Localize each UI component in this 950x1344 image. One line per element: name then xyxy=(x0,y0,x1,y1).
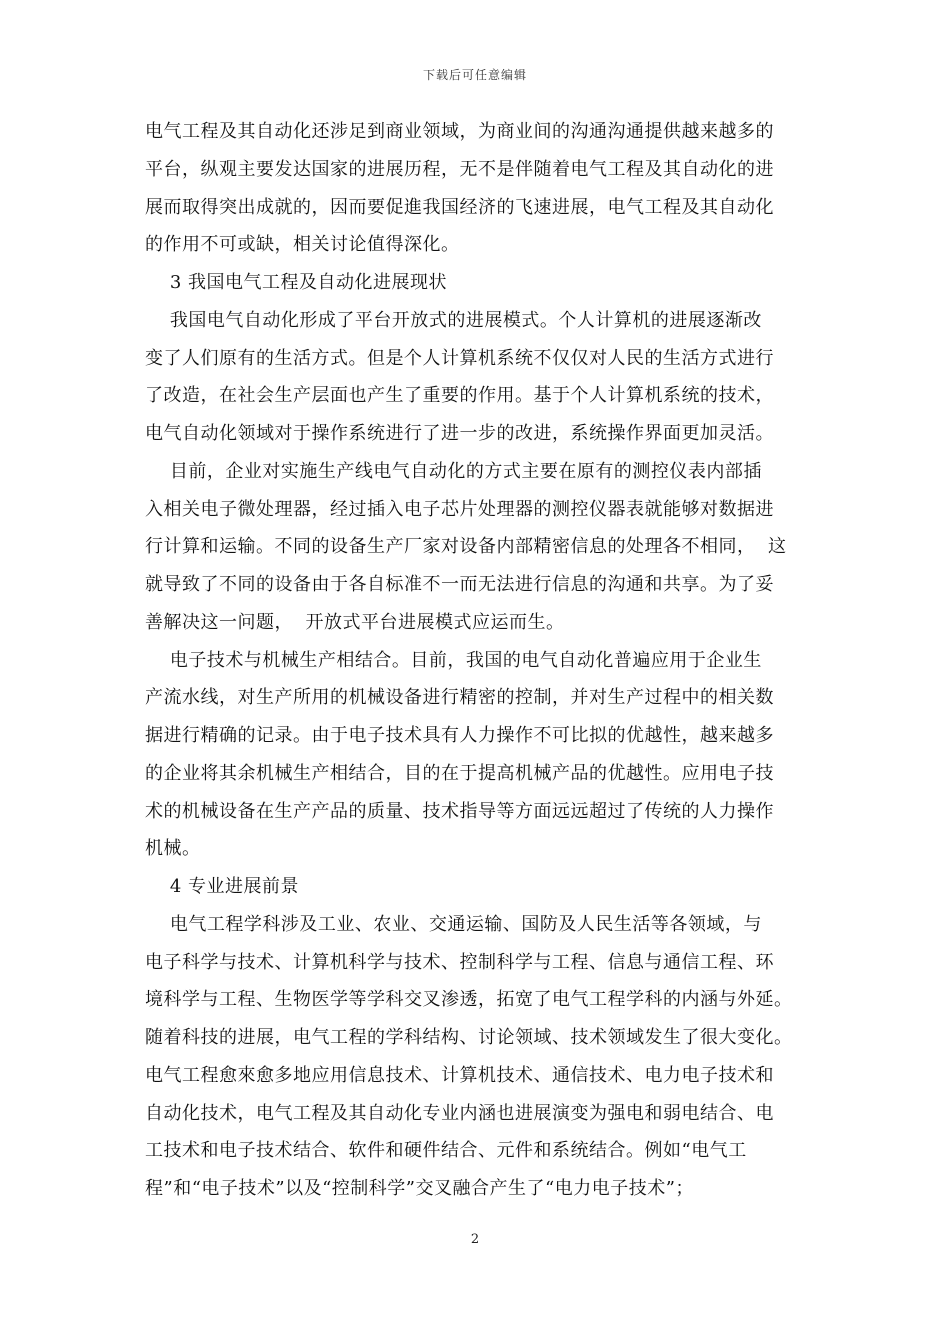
text-line: 变了人们原有的生活方式。但是个人计算机系统不仅仅对人民的生活方式进行 xyxy=(145,347,774,369)
text-line: 自动化技术，电气工程及其自动化专业内涵也进展演变为强电和弱电结合、电 xyxy=(145,1102,774,1124)
text-line: 境科学与工程、生物医学等学科交叉渗透，拓宽了电气工程学科的内涵与外延。 xyxy=(145,989,793,1011)
text-line: 目前，企业对实施生产线电气自动化的方式主要在原有的测控仪表内部插 xyxy=(145,460,762,482)
text-line: 电气工程学科涉及工业、农业、交通运输、国防及人民生活等各领域，与 xyxy=(145,913,762,935)
text-line: 善解决这一问题， 开放式平台进展模式应运而生。 xyxy=(145,611,565,633)
text-line: 机械。 xyxy=(145,838,201,860)
text-line: 据进行精确的记录。由于电子技术具有人力操作不可比拟的优越性，越来越多 xyxy=(145,725,774,746)
text-line: 工技术和电子技术结合、软件和硬件结合、元件和系统结合。例如“电气工 xyxy=(145,1140,747,1162)
text-line: 展而取得突出成就的，因而要促進我国经济的飞速进展，电气工程及其自动化 xyxy=(145,196,774,218)
text-line: 产流水线，对生产所用的机械设备进行精密的控制，并对生产过程中的相关数 xyxy=(145,687,774,709)
text-line: 的作用不可或缺，相关讨论值得深化。 xyxy=(145,234,460,256)
text-line: 电子技术与机械生产相结合。目前，我国的电气自动化普遍应用于企业生 xyxy=(145,649,762,671)
text-line: 电子科学与技术、计算机科学与技术、控制科学与工程、信息与通信工程、环 xyxy=(145,951,774,973)
text-line: 平台，纵观主要发达国家的进展历程，无不是伴随着电气工程及其自动化的进 xyxy=(145,158,774,180)
page-header: 下载后可任意编辑 xyxy=(422,68,527,82)
page-number: 2 xyxy=(470,1232,480,1247)
text-line: 程”和“电子技术”以及“控制科学”交叉融合产生了“电力电子技术”； xyxy=(145,1178,694,1199)
text-line: 电气工程及其自动化还涉足到商业领域，为商业间的沟通沟通提供越来越多的 xyxy=(145,121,774,142)
text-line: 随着科技的进展，电气工程的学科结构、讨论领域、技术领域发生了很大变化。 xyxy=(145,1027,793,1048)
text-line: 行计算和运输。不同的设备生产厂家对设备内部精密信息的处理各不相同， 这 xyxy=(145,536,787,558)
text-line: 电气自动化领域对于操作系统进行了进一步的改进，系统操作界面更加灵活。 xyxy=(145,423,774,444)
text-line: 入相关电子微处理器，经过插入电子芯片处理器的测控仪器表就能够对数据进 xyxy=(145,498,774,520)
text-line: 3 我国电气工程及自动化进展现状 xyxy=(145,272,448,293)
text-line: 了改造，在社会生产层面也产生了重要的作用。基于个人计算机系统的技术， xyxy=(145,385,774,407)
text-line: 4 专业进展前景 xyxy=(145,876,300,897)
text-line: 电气工程愈來愈多地应用信息技术、计算机技术、通信技术、电力电子技术和 xyxy=(145,1064,774,1086)
text-line: 就导致了不同的设备由于各自标准不一而无法进行信息的沟通和共享。为了妥 xyxy=(145,574,774,595)
text-line: 的企业将其余机械生产相结合，目的在于提高机械产品的优越性。应用电子技 xyxy=(145,762,774,784)
text-line: 术的机械设备在生产产品的质量、技术指导等方面远远超过了传统的人力操作 xyxy=(145,800,774,822)
text-line: 我国电气自动化形成了平台开放式的进展模式。个人计算机的进展逐渐改 xyxy=(145,309,762,331)
